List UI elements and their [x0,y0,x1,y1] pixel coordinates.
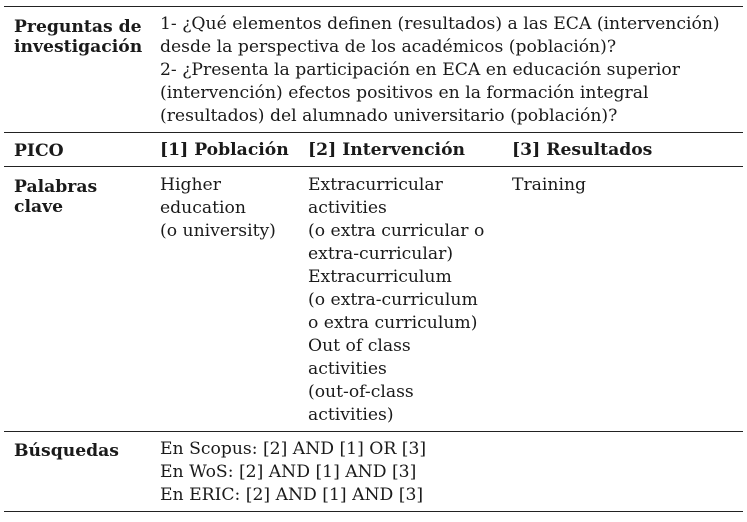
table-top-rule [4,6,743,7]
searches-label: Búsquedas [14,441,119,461]
pico-results-header: [3] Resultados [512,140,653,160]
keywords-results: Training [512,175,587,195]
questions-label: Preguntas de investigación [14,17,143,57]
questions-text: 1- ¿Qué elementos definen (resultados) a las ECA (intervención) desde la perspectiva de los académicos (población)? 2- ¿Presenta la participación en ECA en educación superior (intervención) efectos positivos en la formación integral (resultados) del alumnado universitario (población)? [160,14,720,126]
pico-intervention-header: [2] Intervención [308,140,466,160]
pico-population-header: [1] Población [160,140,289,160]
row-divider-searches [4,431,743,432]
keywords-intervention: Extracurricular activities (o extra curricular o extra-curricular) Extracurriculum (o extra-curriculum o extra curriculum) Out of class activities (out-of-class activities) [308,175,485,425]
keywords-population: Higher education (o university) [160,175,276,241]
keywords-label: Palabras clave [14,177,98,217]
table-bottom-rule [4,511,743,512]
pico-label: PICO [14,141,64,161]
searches-text: En Scopus: [2] AND [1] OR [3] En WoS: [2] AND [1] AND [3] En ERIC: [2] AND [1] AND [3] [160,439,427,505]
row-divider-keywords [4,166,743,167]
row-divider-pico [4,132,743,133]
